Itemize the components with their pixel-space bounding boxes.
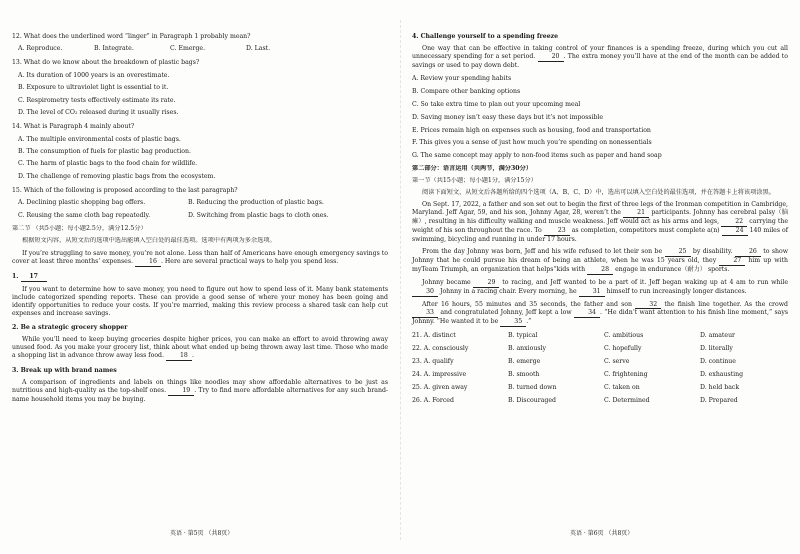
blank-29[interactable]: 29 [473, 279, 499, 288]
option-21-a[interactable]: 21. A. distinct [412, 332, 456, 340]
cloze-p4-b: the finish line together. As the crowd [664, 300, 788, 308]
option-21-c[interactable]: C. ambitious [604, 332, 644, 340]
option-25-d[interactable]: D. held back [700, 384, 740, 392]
para3-text-b: . Try to find more affordable alternatives for any such brand-name household items you may be buying. [12, 386, 389, 403]
q14-option-a[interactable]: A. The multiple environmental costs of plastic bags. [18, 135, 181, 143]
paragraph-4 [412, 45, 788, 70]
blank-27[interactable]: 27 [719, 257, 745, 266]
blank-21[interactable]: 21 [623, 209, 649, 218]
answer-row-25 [412, 384, 788, 392]
choice-a: A. Review your spending habits [412, 74, 512, 82]
item-4-heading: 4. Challenge yourself to a spending freeze [412, 33, 559, 40]
option-24-b[interactable]: B. smooth [508, 371, 540, 379]
blank-30[interactable]: 30 [412, 288, 438, 297]
left-column [12, 30, 388, 404]
paragraph-2 [12, 336, 388, 361]
question-15-options-ab [12, 199, 388, 207]
option-26-c[interactable]: C. Determined [604, 397, 650, 404]
answer-row-21 [412, 332, 788, 340]
blank-20[interactable]: 20 [538, 53, 564, 62]
answer-row-24 [412, 371, 788, 379]
cloze-p2-c: to show Johnny that he could pursue his dream of being an athlete, when he was 15 years old, they [412, 247, 789, 264]
item-3-heading: 3. Break up with brand names [12, 366, 117, 374]
q12-option-c[interactable]: C. Emerge. [170, 45, 206, 53]
option-23-a[interactable]: 23. A. qualify [412, 358, 454, 366]
cloze-paragraph-1 [412, 201, 788, 244]
choice-b: B. Compare other banking options [412, 87, 521, 95]
option-22-b[interactable]: B. anxiously [508, 345, 546, 353]
option-22-c[interactable]: C. hopefully [604, 345, 642, 353]
section-2-instructions: 根据短文内容，从短文后的选项中选出能填入空白处的最佳选项。选项中有两项为多余选项。 [22, 236, 276, 244]
question-15-stem: 15. Which of the following is proposed according to the last paragraph? [12, 186, 238, 194]
blank-23[interactable]: 23 [544, 227, 570, 236]
option-25-c[interactable]: C. taken on [604, 384, 640, 392]
cloze-p4-d: . “He didn’t want attention to his finish line moment,” says Johnny. “He wanted it to be [412, 309, 789, 326]
column-divider [400, 20, 401, 540]
item-1-number: 1. [12, 273, 19, 281]
cloze-p1-e: 140 miles of swimming, bicycling and running in under 17 hours. [412, 226, 789, 243]
answer-row-22 [412, 345, 788, 353]
cloze-paragraph-4 [412, 301, 788, 328]
answer-row-26 [412, 397, 788, 405]
cloze-p1-c: carrying the weight of his son throughout the race. To [412, 218, 789, 234]
answer-options-grid [412, 332, 788, 405]
para2-text: While you’ll need to keep buying groceries despite higher prices, you can make an effort to avoid throwing away unused food. As you make your grocery list, think about what ended up being thrown away last time. Those who made a shopping list in advance throw away less food. [12, 335, 388, 359]
blank-31[interactable]: 31 [579, 288, 605, 297]
blank-28[interactable]: 28 [587, 266, 613, 275]
q13-option-b[interactable]: B. Exposure to ultraviolet light is essential to it. [18, 84, 169, 92]
q12-option-b[interactable]: B. Integrate. [94, 45, 134, 53]
q12-option-a[interactable]: A. Reproduce. [18, 45, 63, 53]
option-26-d[interactable]: D. Prepared [700, 397, 738, 404]
cloze-p2-d: him up with myTeam Triumph, an organization that helps“kids with [412, 256, 788, 273]
option-21-d[interactable]: D. amateur [700, 332, 736, 340]
cloze-p4-e: .” [526, 318, 532, 326]
choice-d: D. Saving money isn’t easy these days but it’s not impossible [412, 113, 604, 121]
question-15-options-cd [12, 212, 388, 220]
blank-24[interactable]: 24 [722, 227, 748, 236]
paragraph-3 [12, 379, 388, 404]
q14-option-b[interactable]: B. The consumption of fuels for plastic bag production. [18, 147, 191, 155]
cloze-paragraph-2 [412, 248, 788, 275]
blank-33[interactable]: 33 [412, 309, 438, 318]
question-12-stem: 12. What does the underlined word “linger” in Paragraph 1 probably mean? [12, 33, 251, 40]
option-24-a[interactable]: 24. A. impressive [412, 371, 467, 379]
answer-row-23 [412, 358, 788, 366]
question-12-options [12, 45, 388, 53]
right-column [412, 30, 788, 405]
option-22-d[interactable]: D. literally [700, 345, 733, 353]
item-1-heading [12, 273, 388, 282]
q15-option-d[interactable]: D. Switching from plastic bags to cloth ones. [188, 211, 329, 219]
option-23-d[interactable]: D. continue [700, 358, 736, 366]
paragraph-1: If you want to determine how to save money, you need to figure out how to spend less of it. Many bank statements include categorized spending reports. These can provide a good sense of where your money has been going and identify opportunities to reduce your costs. If you’re married, making this review process a shared task can help cut expenses and increase savings. [12, 286, 388, 318]
cloze-p3-d: himself to run increasingly longer distances. [606, 287, 747, 295]
para4-text-b: . The extra money you’ll have at the end of the month can be added to savings or used to pay down debt. [412, 52, 789, 69]
cloze-p1-d: as completion, competitors must complete a(n) [571, 226, 720, 234]
option-24-c[interactable]: C. frightening [604, 371, 648, 379]
q15-option-b[interactable]: B. Reducing the production of plastic bags. [188, 199, 324, 207]
intro-text-a: If you’re struggling to save money, you’re not alone. Less than half of Americans have enough emergency [22, 250, 355, 258]
cloze-paragraph-3 [412, 279, 788, 297]
cloze-p3-a: Johnny became [422, 278, 471, 286]
q12-option-d[interactable]: D. Last. [246, 45, 271, 53]
option-25-a[interactable]: 25. A. given away [412, 384, 468, 392]
q15-option-c[interactable]: C. Reusing the same cloth bag repeatedly. [18, 211, 151, 219]
para3-text-a: A comparison of ingredients and labels on things like noodles may show affordable alternatives to be just as nutritious and high-quality as the top-shelf ones. [12, 378, 388, 394]
blank-34[interactable]: 34 [574, 309, 600, 318]
section-2-title: 第二节 （共5小题；每小题2.5分，满分12.5分） [12, 224, 147, 232]
choice-c: C. So take extra time to plan out your upcoming meal [412, 100, 581, 108]
option-26-a[interactable]: 26. A. Forced [412, 397, 454, 404]
blank-25[interactable]: 25 [665, 248, 691, 257]
part-2-title: 第二部分：语言运用（共两节，满分30分） [412, 165, 532, 173]
q15-option-a[interactable]: A. Declining plastic shopping bag offers. [18, 199, 146, 207]
para4-text-a: One way that can be effective in taking control of your finances is a spending freeze, during which you cut all unnecessary spending for a set period. [412, 44, 788, 60]
blank-26[interactable]: 26 [735, 248, 761, 257]
blank-18[interactable]: 18 [166, 352, 192, 361]
blank-32[interactable]: 32 [635, 301, 661, 310]
option-24-d[interactable]: D. exhausting [700, 371, 744, 379]
option-22-a[interactable]: 22. A. consciously [412, 345, 469, 353]
intro-text-c: . Here are several practical ways to help you spend [160, 258, 323, 266]
option-21-b[interactable]: B. typical [508, 332, 538, 340]
cloze-p2-e: engage in endurance（耐力） sports. [615, 265, 730, 273]
item-2-heading: 2. Be a strategic grocery shopper [12, 324, 128, 331]
intro-text-b: savings to cover at least three months’ expenses. [12, 250, 389, 266]
q13-option-a[interactable]: A. Its duration of 1000 years is an overestimate. [18, 71, 170, 79]
q14-option-c[interactable]: C. The harm of plastic bags to the food chain for wildlife. [18, 160, 198, 168]
option-26-b[interactable]: B. Discouraged [508, 397, 557, 404]
page-footer-right: 英语 · 第6页 （共8页） [570, 530, 634, 537]
choice-e: E. Prices remain high on expenses such as housing, food and transportation [412, 126, 651, 134]
choice-g: G. The same concept may apply to non-food items such as paper and hand soap [412, 152, 662, 160]
choice-f: F. This gives you a sense of just how much you’re spending on nonessentials [412, 139, 652, 147]
q14-option-d[interactable]: D. The challenge of removing plastic bags from the ecosystem. [18, 172, 216, 180]
blank-17[interactable]: 17 [21, 273, 47, 282]
blank-19[interactable]: 19 [168, 387, 194, 396]
option-23-b[interactable]: B. emerge [508, 358, 541, 366]
passage-intro [12, 250, 388, 267]
cloze-p2-a: From the day Johnny was born, Jeff and his wife refused to let their son be [422, 247, 663, 255]
blank-35[interactable]: 35 [500, 318, 526, 327]
cloze-p1-a: On Sept. 17, 2022, a father and son set out to begin the first of three legs of the Ironman competition in Cambridge, Maryland. Jeff Agar, 59, and his son, Johnny Agar, 28, weren’t the [412, 201, 789, 217]
blank-22[interactable]: 22 [721, 218, 747, 227]
question-14-stem: 14. What is Paragraph 4 mainly about? [12, 123, 135, 131]
section-1-instructions: 阅读下面短文，从短文后各题所给的四个选项（A、B、C、D）中，选出可以填入空白处的最佳选项，并在答题卡上将该项涂黑。 [422, 189, 775, 197]
option-23-c[interactable]: C. serve [604, 358, 630, 366]
blank-16[interactable]: 16 [135, 258, 161, 267]
q13-option-c[interactable]: C. Respirometry tests effectively estimate its rate. [18, 96, 176, 104]
cloze-p4-a: After 16 hours, 55 minutes and 35 seconds, the father and son [422, 300, 632, 308]
intro-text-d: less. [324, 258, 339, 266]
option-25-b[interactable]: B. turned down [508, 384, 557, 392]
cloze-p2-b: by disability. [692, 247, 733, 255]
q13-option-d[interactable]: D. The level of CO₂ released during it usually rises. [18, 109, 179, 117]
cloze-p3-b: to racing, and Jeff wanted to be a part of it. Jeff began waking up at 4 am to run while [502, 278, 789, 286]
section-1-title: 第一节（共15小题；每小题1分，满分15分） [412, 177, 537, 185]
cloze-p3-c: Johnny in a racing chair. Every morning, he [439, 287, 577, 295]
page-footer-left: 英语 · 第5页 （共8页） [170, 530, 234, 537]
question-13-stem: 13. What do we know about the breakdown of plastic bags? [12, 59, 200, 67]
cloze-p4-c: and congratulated Johnny, Jeff kept a low [440, 309, 572, 317]
para2-end: . [191, 351, 194, 359]
cloze-p1-b: participants. Johnny has cerebral palsy（脑瘫）, resulting in his difficulty walking and muscle weakness. Jeff would act as his arms and legs, [412, 209, 789, 225]
